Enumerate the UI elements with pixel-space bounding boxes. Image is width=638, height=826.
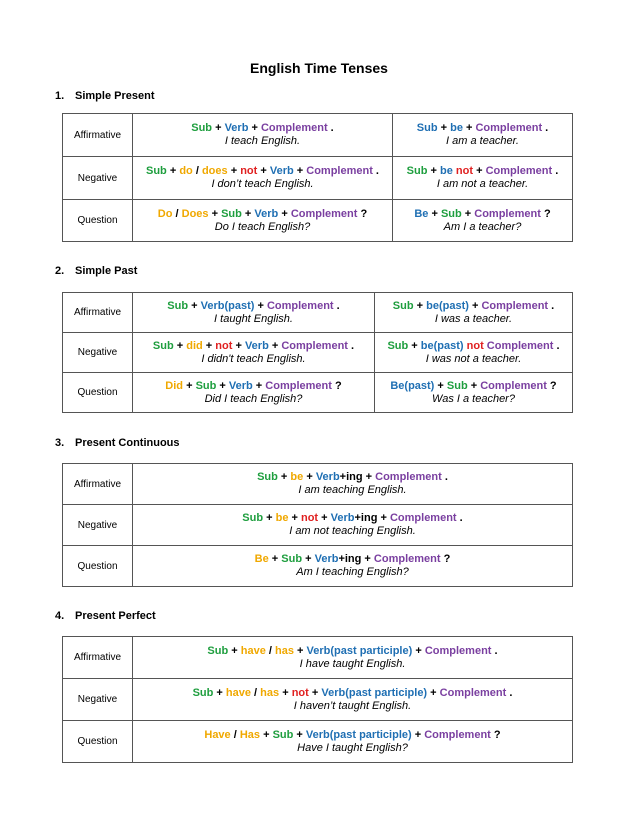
formula-token: Complement: [481, 299, 549, 312]
formula-token: +: [278, 207, 291, 220]
formula-token: /: [230, 728, 240, 741]
formula-token: .: [552, 165, 559, 177]
formula-token: Sub: [207, 644, 229, 657]
formula-token: Sub: [152, 339, 174, 352]
formula-token: +: [318, 512, 331, 524]
formula-token: Verb: [244, 339, 269, 352]
formula: [137, 471, 568, 484]
formula-token: be(past): [426, 299, 469, 312]
formula-token: Verb: [269, 165, 294, 177]
formula-token: +: [293, 644, 307, 657]
formula-token: +: [411, 728, 425, 741]
formula-token: +: [408, 339, 421, 352]
example-sentence: I have taught English.: [299, 657, 406, 670]
formula-token: +: [293, 165, 307, 177]
formula-token: +: [188, 299, 201, 312]
example-sentence: I haven’t taught English.: [293, 699, 412, 712]
formula-token: ?: [490, 728, 501, 741]
formula-token: +: [428, 207, 441, 220]
formula-token: does: [201, 165, 228, 177]
formula-token: Complement: [439, 686, 507, 699]
formula-token: Complement: [281, 339, 348, 352]
row-label: Affirmative: [63, 637, 133, 679]
formula-token: .: [327, 122, 334, 134]
formula-token: not: [300, 512, 319, 524]
formula-token: ?: [440, 553, 451, 565]
example-sentence: I am a teacher.: [446, 135, 519, 147]
formula: [379, 340, 568, 353]
section-heading: 4. Present Perfect: [55, 610, 156, 622]
formula-cell: [133, 721, 573, 763]
formula-token: /: [172, 207, 182, 220]
formula-token: +: [263, 512, 276, 524]
formula: [137, 165, 388, 178]
formula-token: Sub: [146, 165, 167, 177]
row-label: Affirmative: [63, 464, 133, 505]
formula-token: /: [192, 165, 202, 177]
example-sentence: Have I taught English?: [297, 741, 408, 754]
formula-token: +: [437, 122, 451, 134]
example-sentence: Did I teach English?: [204, 392, 303, 405]
tense-table-present-continuous: [62, 463, 573, 587]
example-sentence: I am not a teacher.: [436, 178, 529, 190]
formula-token: Do: [157, 207, 173, 220]
formula-token: Verb(past participle): [305, 728, 412, 741]
row-label: Negative: [63, 679, 133, 721]
formula-token: Sub: [406, 165, 428, 177]
formula: [137, 300, 370, 313]
formula-token: .: [542, 122, 549, 134]
formula: [137, 122, 388, 135]
formula-token: /: [251, 686, 261, 699]
formula-cell: [133, 293, 375, 333]
formula-token: +: [277, 471, 291, 483]
formula-token: Complement: [480, 379, 547, 392]
formula-token: ?: [331, 379, 342, 392]
formula-token: Be(past): [390, 379, 435, 392]
example-sentence: I was a teacher.: [434, 312, 513, 325]
formula-cell: [133, 505, 573, 546]
formula: [397, 165, 568, 178]
formula-token: +ing: [354, 512, 378, 524]
formula-token: Be: [254, 553, 269, 565]
formula-token: +: [228, 644, 241, 657]
formula: [379, 380, 568, 393]
formula-token: Sub: [392, 299, 414, 312]
formula-token: .: [553, 339, 560, 352]
formula-token: Verb(past): [200, 299, 255, 312]
formula-token: Did: [165, 379, 184, 392]
formula-token: +: [362, 471, 376, 483]
example-sentence: I don’t teach English.: [211, 178, 314, 190]
formula-token: +: [248, 122, 261, 134]
formula-token: Sub: [272, 728, 294, 741]
formula-token: Complement: [424, 728, 491, 741]
formula-cell: [133, 679, 573, 721]
formula-token: +: [288, 512, 301, 524]
formula-token: Complement: [486, 339, 554, 352]
formula-token: +: [257, 165, 270, 177]
formula-token: .: [548, 299, 555, 312]
row-label: Question: [63, 546, 133, 587]
formula-cell: [133, 637, 573, 679]
formula-token: be(past): [420, 339, 464, 352]
formula-token: +: [467, 379, 481, 392]
formula-token: +: [208, 207, 222, 220]
formula-token: be: [275, 512, 289, 524]
formula-token: +: [293, 728, 306, 741]
formula-token: Be: [414, 207, 429, 220]
formula-token: Sub: [167, 299, 189, 312]
formula-token: +: [254, 299, 267, 312]
formula-token: ?: [357, 207, 368, 220]
formula-cell: [393, 157, 573, 200]
formula: [137, 512, 568, 525]
formula-token: +: [232, 339, 245, 352]
formula-token: Verb: [228, 379, 253, 392]
page-title: English Time Tenses: [250, 60, 388, 76]
example-sentence: Do I teach English?: [214, 220, 311, 233]
formula-token: Complement: [265, 379, 332, 392]
formula-token: .: [347, 339, 355, 352]
section-heading: 3. Present Continuous: [55, 437, 180, 449]
formula-token: Sub: [192, 686, 214, 699]
row-label: Negative: [63, 157, 133, 200]
formula-cell: [375, 293, 573, 333]
row-label: Question: [63, 373, 133, 413]
formula-token: Verb: [330, 512, 355, 524]
formula-cell: [133, 157, 393, 200]
formula-token: Complement: [306, 165, 373, 177]
formula: [137, 645, 568, 658]
formula-token: not: [240, 165, 258, 177]
example-sentence: I didn't teach English.: [201, 352, 306, 365]
formula-cell: [133, 373, 375, 413]
row-label: Negative: [63, 505, 133, 546]
formula: [137, 340, 370, 353]
formula-token: Sub: [257, 471, 278, 483]
formula-token: +: [412, 644, 425, 657]
example-sentence: Am I a teacher?: [443, 220, 522, 233]
row-label: Affirmative: [63, 293, 133, 333]
example-sentence: I am not teaching English.: [289, 525, 416, 537]
formula-token: ?: [546, 379, 557, 392]
formula-token: not: [215, 339, 233, 352]
formula-token: Have: [204, 728, 231, 741]
formula-token: +: [268, 553, 282, 565]
formula-token: +: [303, 471, 316, 483]
formula-cell: [133, 464, 573, 505]
formula-token: +: [427, 686, 440, 699]
formula-token: +: [279, 686, 292, 699]
formula-token: Complement: [375, 471, 442, 483]
formula-cell: [133, 333, 375, 373]
formula-token: be: [450, 122, 463, 134]
formula-cell: [133, 546, 573, 587]
formula-token: +: [202, 339, 216, 352]
formula-token: Verb: [314, 553, 339, 565]
formula: [137, 553, 568, 566]
formula-token: Complement: [389, 512, 457, 524]
formula-token: +: [212, 122, 225, 134]
formula-token: Complement: [266, 299, 334, 312]
formula-token: +: [434, 379, 447, 392]
formula-token: Verb(past participle): [306, 644, 413, 657]
formula-token: +ing: [339, 471, 363, 483]
example-sentence: I am teaching English.: [298, 484, 407, 496]
formula-token: Sub: [191, 122, 213, 134]
formula-cell: [133, 114, 393, 157]
section-heading: 1. Simple Present: [55, 90, 155, 102]
formula-token: be: [440, 165, 453, 177]
row-label: Negative: [63, 333, 133, 373]
formula-token: +ing: [338, 553, 362, 565]
formula-token: +: [462, 122, 476, 134]
example-sentence: Was I a teacher?: [432, 392, 515, 405]
formula-cell: [375, 333, 573, 373]
example-sentence: I teach English.: [224, 135, 301, 147]
formula-cell: [393, 114, 573, 157]
formula-token: +: [473, 165, 486, 177]
formula: [137, 687, 568, 700]
formula: [137, 380, 370, 393]
formula-token: Complement: [475, 122, 543, 134]
formula-token: .: [491, 644, 498, 657]
formula-token: Verb: [224, 122, 249, 134]
formula-token: not: [455, 165, 474, 177]
formula-token: not: [291, 686, 309, 699]
formula-token: Sub: [387, 339, 409, 352]
formula-token: ?: [540, 207, 551, 220]
formula-token: Does: [181, 207, 209, 220]
row-label: Question: [63, 200, 133, 242]
formula-token: Complement: [485, 165, 553, 177]
formula-token: +: [227, 165, 241, 177]
formula-token: Complement: [260, 122, 328, 134]
formula-token: +: [268, 339, 282, 352]
formula-token: Sub: [446, 379, 468, 392]
formula: [137, 729, 568, 742]
formula-token: has: [260, 686, 280, 699]
formula-token: Complement: [474, 207, 541, 220]
formula-token: .: [506, 686, 513, 699]
formula-token: +: [213, 686, 226, 699]
example-sentence: Am I teaching English?: [296, 566, 409, 578]
formula-token: +: [173, 339, 187, 352]
formula-token: Sub: [416, 122, 438, 134]
formula-token: +: [468, 299, 482, 312]
formula-cell: [375, 373, 573, 413]
formula-token: +: [361, 553, 374, 565]
row-label: Affirmative: [63, 114, 133, 157]
formula-cell: [393, 200, 573, 242]
formula-cell: [133, 200, 393, 242]
formula: [397, 208, 568, 221]
formula-token: +: [302, 553, 315, 565]
formula-token: +: [427, 165, 440, 177]
example-sentence: I was not a teacher.: [425, 352, 522, 365]
formula: [397, 122, 568, 135]
formula-token: Sub: [281, 553, 303, 565]
formula-token: /: [265, 644, 275, 657]
formula-token: have: [225, 686, 251, 699]
formula-token: has: [275, 644, 294, 657]
formula-token: Sub: [221, 207, 242, 220]
formula-token: +: [252, 379, 266, 392]
formula-token: Verb: [315, 471, 340, 483]
formula-token: did: [186, 339, 203, 352]
formula-token: +: [260, 728, 273, 741]
formula-token: +: [308, 686, 322, 699]
example-sentence: I taught English.: [214, 312, 293, 325]
formula-token: .: [333, 299, 340, 312]
tense-table-simple-past: [62, 292, 573, 413]
formula-token: +: [413, 299, 427, 312]
formula-token: .: [456, 512, 463, 524]
formula-token: +: [461, 207, 475, 220]
formula-token: +: [183, 379, 196, 392]
tense-table-present-perfect: [62, 636, 573, 763]
formula-token: +: [241, 207, 255, 220]
formula: [379, 300, 568, 313]
formula-token: Sub: [440, 207, 462, 220]
formula-token: .: [372, 165, 379, 177]
formula-token: Sub: [242, 512, 264, 524]
formula-token: Complement: [290, 207, 358, 220]
formula-token: .: [441, 471, 448, 483]
section-heading: 2. Simple Past: [55, 265, 138, 277]
formula-token: Sub: [195, 379, 217, 392]
formula-token: not: [466, 339, 484, 352]
formula-token: Complement: [373, 553, 441, 565]
formula-token: Verb: [254, 207, 279, 220]
formula-token: Complement: [424, 644, 492, 657]
formula-token: +: [166, 165, 180, 177]
row-label: Question: [63, 721, 133, 763]
formula-token: Has: [239, 728, 261, 741]
formula: [137, 208, 388, 221]
formula-token: +: [216, 379, 229, 392]
formula-token: be: [290, 471, 304, 483]
formula-token: +: [377, 512, 390, 524]
tense-table-simple-present: [62, 113, 573, 242]
formula-token: Verb(past participle): [321, 686, 428, 699]
formula-token: do: [179, 165, 193, 177]
formula-token: have: [240, 644, 266, 657]
